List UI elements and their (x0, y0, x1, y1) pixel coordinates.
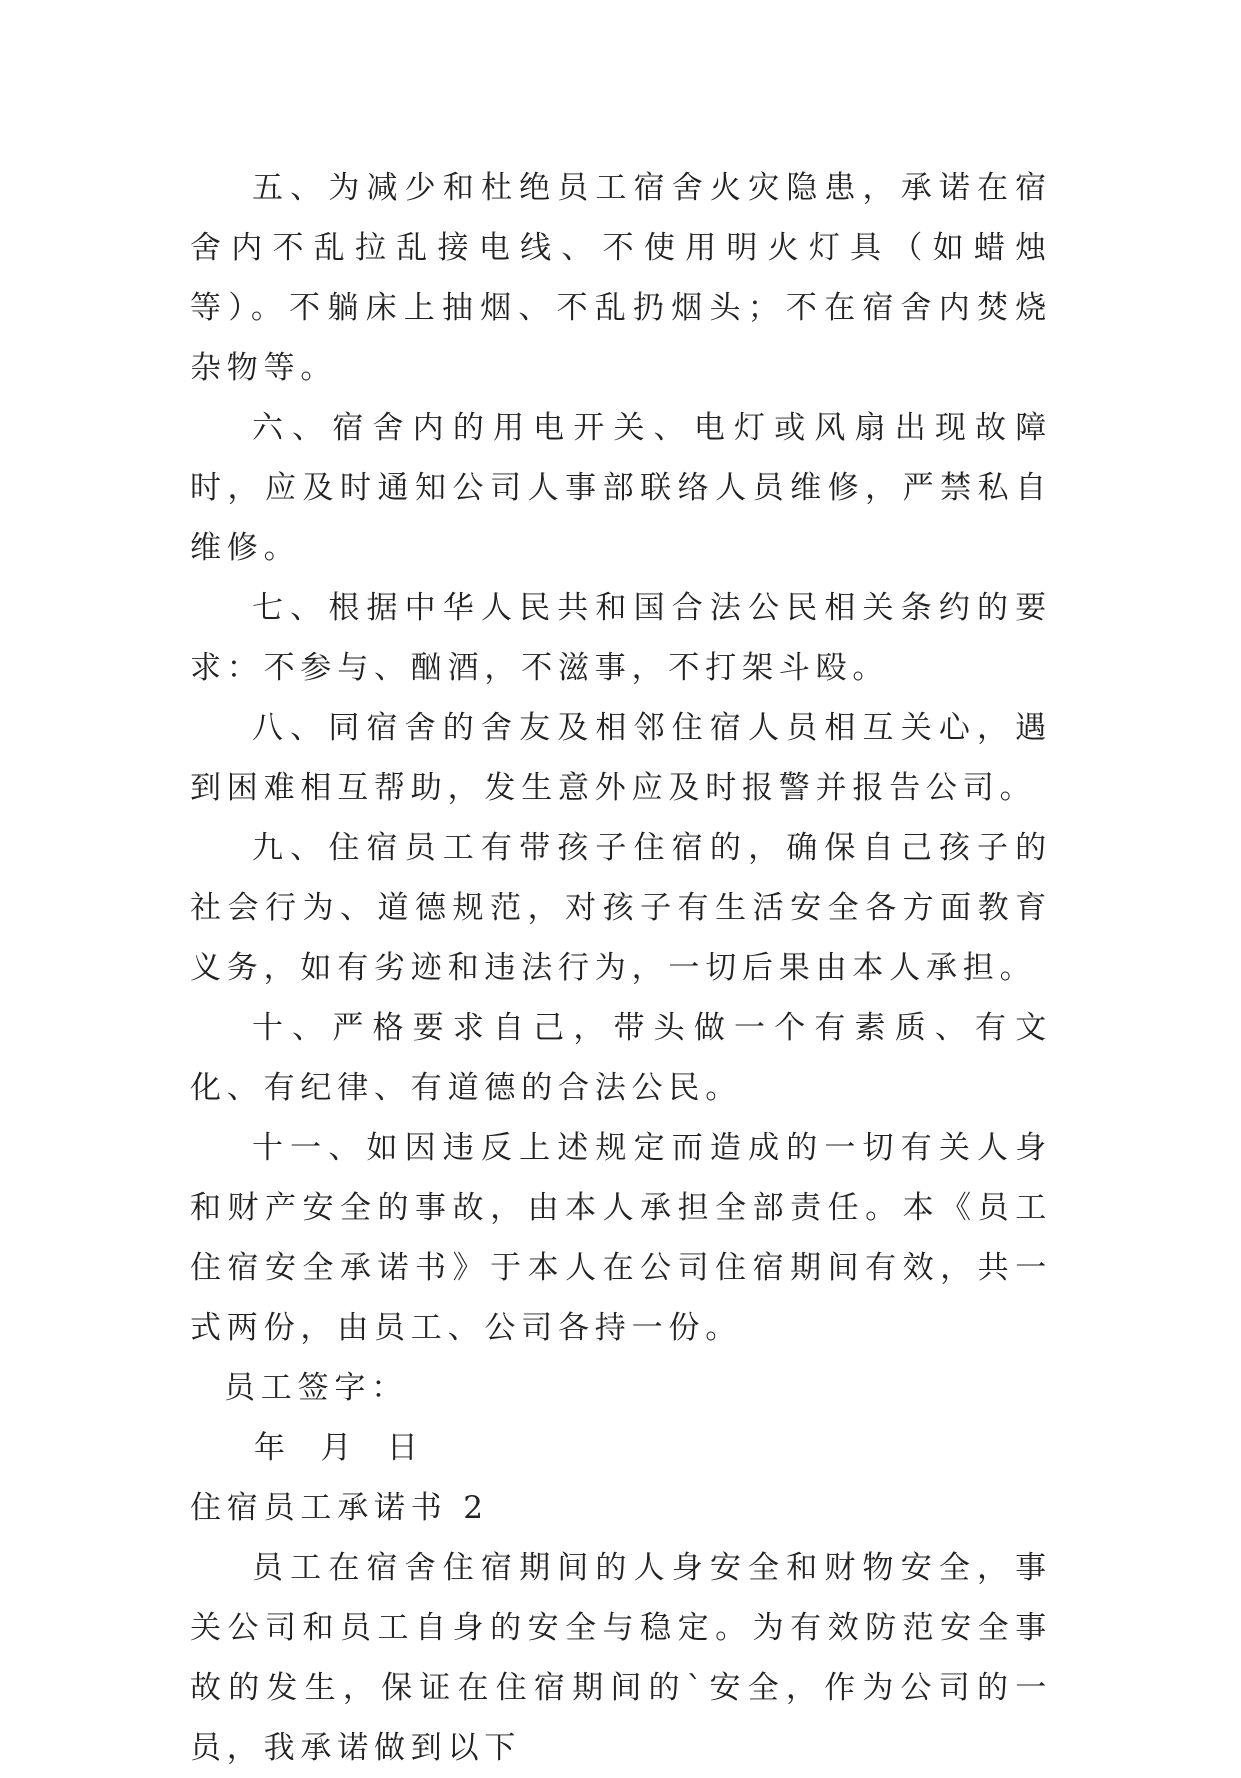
paragraph-6: 六、宿舍内的用电开关、电灯或风扇出现故障时，应及时通知公司人事部联络人员维修，严禁私自维修。 (190, 410, 1052, 566)
signature-label: 员工签字： (224, 1370, 408, 1406)
paragraph-10: 十、严格要求自己，带头做一个有素质、有文化、有纪律、有道德的合法公民。 (190, 1010, 1052, 1106)
document-body (190, 158, 1052, 1778)
section-heading: 住宿员工承诺书 2 (190, 1490, 489, 1526)
paragraph-intro: 员工在宿舍住宿期间的人身安全和财物安全，事关公司和员工自身的安全与稳定。为有效防范安全事故的发生，保证在住宿期间的`安全，作为公司的一员，我承诺做到以下 (190, 1550, 1052, 1766)
paragraph-5: 五、为减少和杜绝员工宿舍火灾隐患，承诺在宿舍内不乱拉乱接电线、不使用明火灯具（如蜡烛等）。不躺床上抽烟、不乱扔烟头；不在宿舍内焚烧杂物等。 (190, 170, 1052, 386)
date-label: 年 月 日 (254, 1430, 424, 1466)
paragraph-9: 九、住宿员工有带孩子住宿的，确保自己孩子的社会行为、道德规范，对孩子有生活安全各方面教育义务，如有劣迹和违法行为，一切后果由本人承担。 (190, 830, 1052, 986)
paragraph-11: 十一、如因违反上述规定而造成的一切有关人身和财产安全的事故，由本人承担全部责任。本《员工住宿安全承诺书》于本人在公司住宿期间有效，共一式两份，由员工、公司各持一份。 (190, 1130, 1052, 1346)
paragraph-7: 七、根据中华人民共和国合法公民相关条约的要求：不参与、酗酒，不滋事，不打架斗殴。 (190, 590, 1052, 686)
paragraph-8: 八、同宿舍的舍友及相邻住宿人员相互关心，遇到困难相互帮助，发生意外应及时报警并报告公司。 (190, 710, 1052, 806)
